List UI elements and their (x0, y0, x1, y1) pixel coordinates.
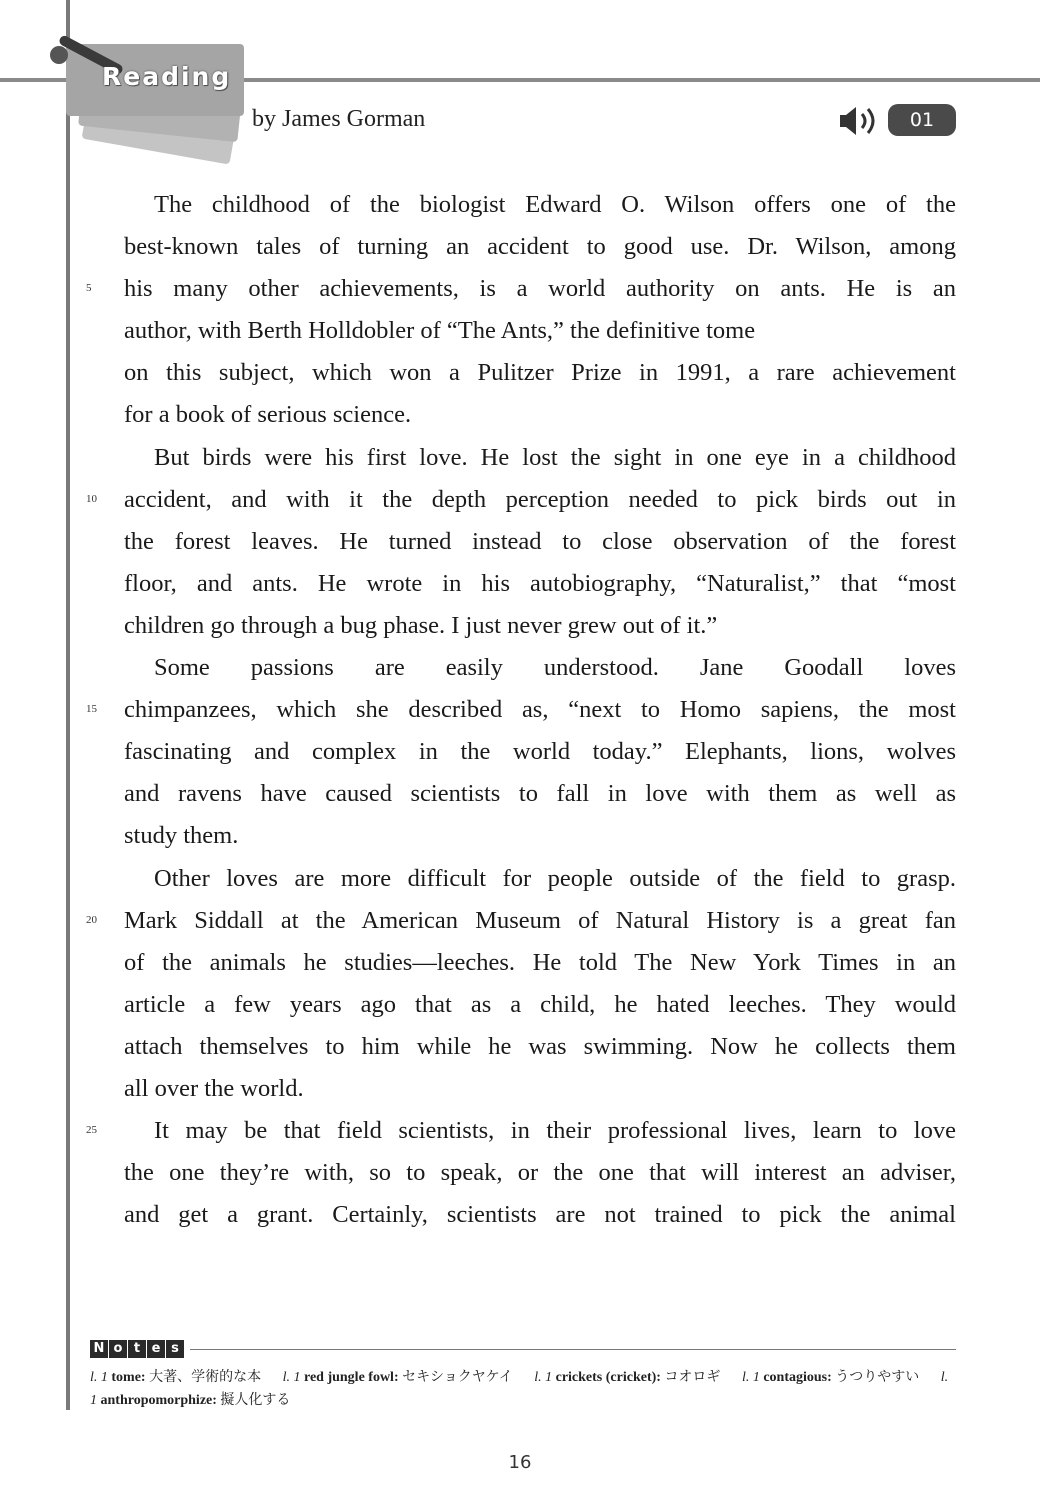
notes-list (90, 1366, 950, 1412)
notes-label-letter: t (128, 1340, 146, 1358)
passage-line: his many other achievements, is a world authority on ants. He is an (124, 275, 956, 303)
speaker-icon[interactable] (838, 104, 882, 138)
line-number: 10 (86, 492, 97, 505)
note-gloss: セキショクヤケイ (402, 1370, 513, 1385)
passage-line: and get a grant. Certainly, scientists are not trained to pick the animal (124, 1201, 956, 1229)
note-gloss: 擬人化する (220, 1393, 291, 1408)
line-number: 20 (86, 913, 97, 926)
passage-line: floor, and ants. He wrote in his autobiography, “Naturalist,” that “most (124, 569, 956, 597)
passage-line: accident, and with it the depth perception needed to pick birds out in (124, 485, 956, 513)
notes-label (90, 1340, 184, 1358)
note-gloss: コオロギ (664, 1370, 721, 1385)
line-number: 5 (86, 282, 92, 295)
passage-line: study them. (124, 822, 239, 850)
reading-passage (124, 184, 956, 1236)
line-number: 15 (86, 703, 97, 716)
reading-cards-graphic (26, 38, 256, 158)
note-term: contagious: (763, 1370, 832, 1385)
passage-line: of the animals he studies—leeches. He told The New York Times in an (124, 948, 956, 976)
note-term: anthropomorphize: (100, 1393, 217, 1408)
passage-line: for a book of serious science. (124, 401, 412, 429)
pin-head (50, 46, 68, 64)
margin-rule-vertical (66, 0, 70, 1410)
note-ref: l. 1 (534, 1370, 553, 1385)
passage-line: and ravens have caused scientists to fall in love with them as well as (124, 780, 956, 808)
track-number-badge[interactable]: 01 (888, 104, 956, 136)
passage-line: The childhood of the biologist Edward O. Wilson offers one of the (154, 191, 956, 218)
section-label: Reading (102, 62, 232, 91)
passage-line: But birds were his first love. He lost the sight in one eye in a childhood (154, 443, 956, 471)
note-term: tome: (111, 1370, 146, 1385)
passage-line: Mark Siddall at the American Museum of Natural History is a great fan (124, 906, 956, 934)
notes-label-letter: o (109, 1340, 127, 1358)
passage-line: children go through a bug phase. I just never grew out of it.” (124, 611, 718, 639)
notes-label-letter: e (147, 1340, 165, 1358)
passage-line: on this subject, which won a Pulitzer Prize in 1991, a rare achievement (124, 359, 956, 387)
note-gloss: うつりやすい (835, 1370, 920, 1385)
notes-label-letter: N (90, 1340, 108, 1358)
passage-line: attach themselves to him while he was swimming. Now he collects them (124, 1032, 956, 1060)
page-number: 16 (508, 1452, 532, 1473)
passage-line: Other loves are more difficult for people outside of the field to grasp. (154, 864, 956, 892)
note-ref: l. 1 (741, 1370, 760, 1385)
note-term: crickets (cricket): (555, 1370, 661, 1385)
passage-line: the one they’re with, so to speak, or the one that will interest an adviser, (124, 1159, 956, 1187)
passage-line: author, with Berth Holldobler of “The Ants,” the definitive tome (124, 317, 756, 345)
notes-label-letter: s (166, 1340, 184, 1358)
passage-line: all over the world. (124, 1074, 304, 1102)
passage-line: the forest leaves. He turned instead to close observation of the forest (124, 527, 956, 555)
passage-line: Some passions are easily understood. Jane Goodall loves (154, 654, 956, 682)
note-ref: l. 1 (282, 1370, 301, 1385)
notes-rule (190, 1349, 956, 1350)
passage-line: article a few years ago that as a child, he hated leeches. They would (124, 990, 956, 1018)
note-item (534, 1370, 720, 1385)
note-gloss: 大著、学術的な本 (149, 1370, 262, 1385)
note-ref: l. 1 (90, 1370, 949, 1408)
passage-line: fascinating and complex in the world today.” Elephants, lions, wolves (124, 738, 956, 766)
note-item (90, 1370, 261, 1385)
note-ref: l. 1 (90, 1370, 108, 1385)
note-item (283, 1370, 513, 1385)
passage-line: It may be that field scientists, in their professional lives, learn to love (154, 1117, 956, 1145)
note-term: red jungle fowl: (303, 1370, 399, 1385)
line-number: 25 (86, 1124, 97, 1137)
author-byline: by James Gorman (252, 106, 426, 132)
note-item (742, 1370, 919, 1385)
passage-line: best-known tales of turning an accident to good use. Dr. Wilson, among (124, 233, 956, 261)
passage-line: chimpanzees, which she described as, “next to Homo sapiens, the most (124, 696, 956, 724)
